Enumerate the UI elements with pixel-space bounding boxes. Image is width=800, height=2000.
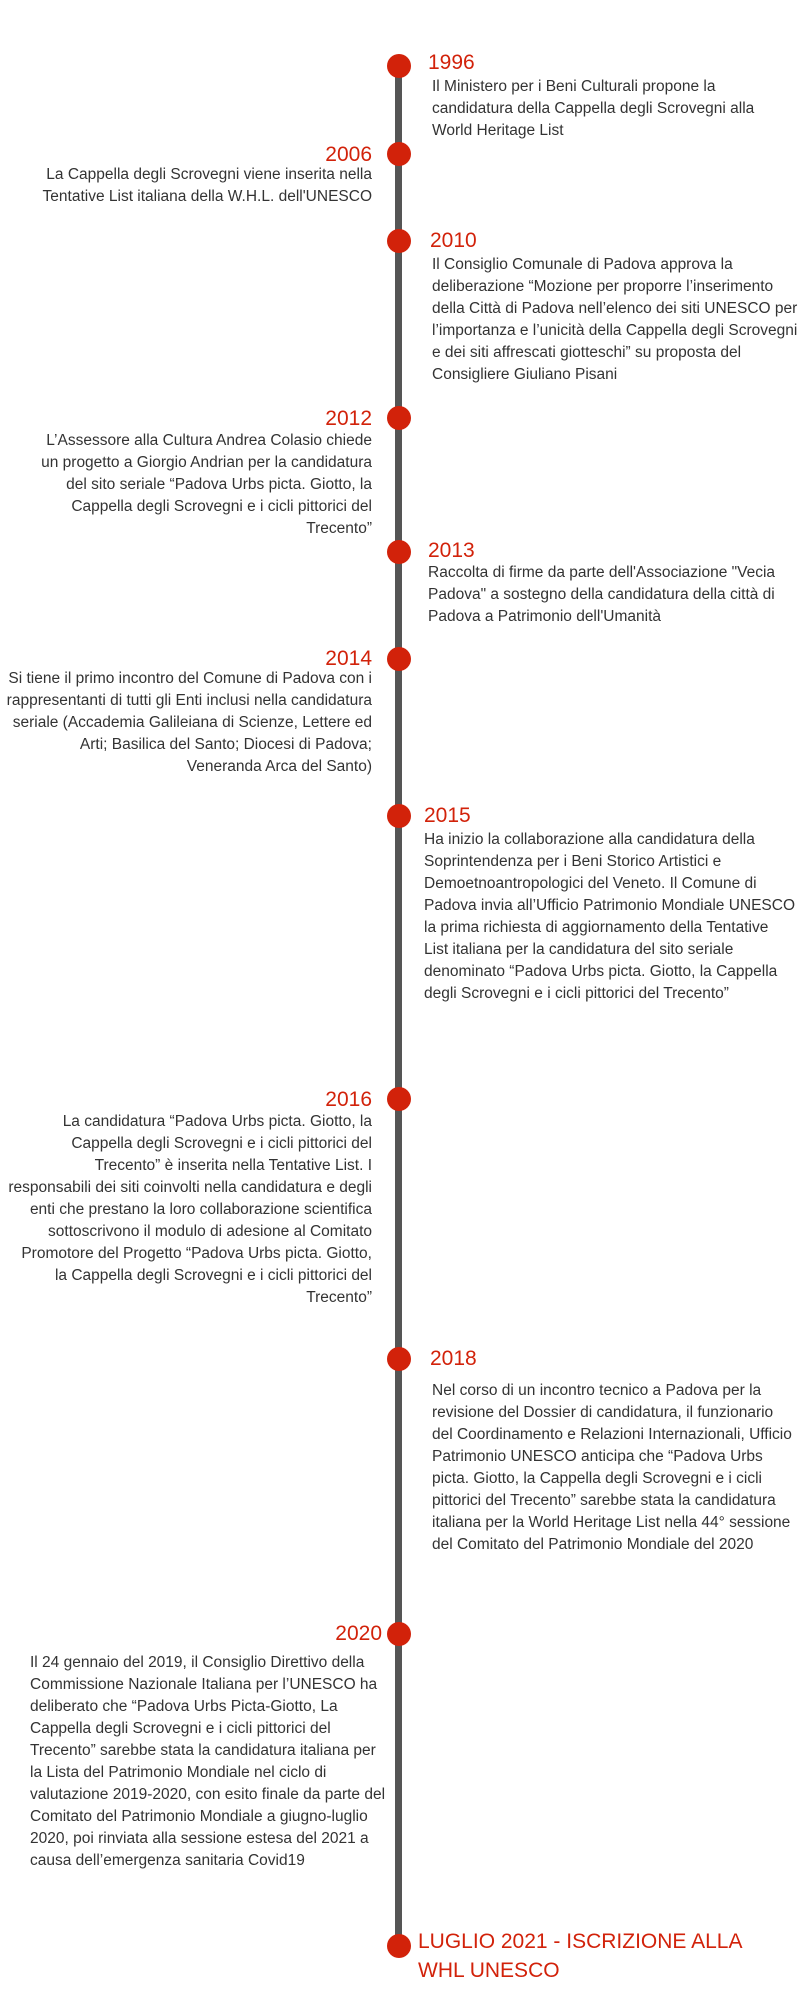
event-text-2010: Il Consiglio Comunale di Padova approva la deliberazione “Mozione per proporre l’inserimento della Città di Padova nell’elenco dei siti UNESCO per l’importanza e l’unicità della Cappella degli Scrovegni e dei siti affrescati giotteschi” su proposta del Consigliere Giuliano Pisani	[432, 256, 798, 383]
event-year-2015: 2015	[424, 804, 471, 827]
event-text-1996: Il Ministero per i Beni Culturali propone la candidatura della Cappella degli Scrovegni alla World Heritage List	[432, 78, 755, 139]
final-milestone-label: LUGLIO 2021 - ISCRIZIONE ALLA WHL UNESCO	[418, 1930, 742, 1982]
event-year-2018: 2018	[430, 1347, 477, 1370]
timeline-dot-final	[387, 1934, 411, 1958]
timeline-axis	[395, 62, 402, 1950]
timeline-dot-2016	[387, 1087, 411, 1111]
event-text-2014: Si tiene il primo incontro del Comune di Padova con i rappresentanti di tutti gli Enti inclusi nella candidatura seriale (Accademia Galileiana di Scienze, Lettere ed Arti; Basilica del Santo; Diocesi di Padova; Veneranda Arca del Santo)	[6, 670, 372, 775]
event-text-2016: La candidatura “Padova Urbs picta. Giotto, la Cappella degli Scrovegni e i cicli pittorici del Trecento” è inserita nella Tentative List. I responsabili dei siti coinvolti nella candidatura e degli enti che prestano la loro collaborazione scientifica sottoscrivono il modulo di adesione al Comitato Promotore del Progetto “Padova Urbs picta. Giotto, la Cappella degli Scrovegni e i cicli pittorici del Trecento”	[8, 1113, 372, 1306]
event-text-2015: Ha inizio la collaborazione alla candidatura della Soprintendenza per i Beni Storico Artistici e Demoetnoantropologici del Veneto. Il Comune di Padova invia all’Ufficio Patrimonio Mondiale UNESCO la prima richiesta di aggiornamento della Tentative List italiana per la candidatura del sito seriale denominato “Padova Urbs picta. Giotto, la Cappella degli Scrovegni e i cicli pittorici del Trecento”	[424, 831, 796, 1002]
timeline-dot-2010	[387, 229, 411, 253]
event-year-2020: 2020	[335, 1622, 382, 1645]
timeline-dot-2006	[387, 142, 411, 166]
event-year-2006: 2006	[325, 143, 372, 166]
event-text-2013: Raccolta di firme da parte dell'Associazione "Vecia Padova" a sostegno della candidatura della città di Padova a Patrimonio dell'Umanità	[428, 564, 776, 625]
timeline-dot-2012	[387, 406, 411, 430]
event-text-2020: Il 24 gennaio del 2019, il Consiglio Direttivo della Commissione Nazionale Italiana per l’UNESCO ha deliberato che “Padova Urbs Picta-Giotto, La Cappella degli Scrovegni e i cicli pittorici del Trecento” sarebbe stata la candidatura italiana per la Lista del Patrimonio Mondiale nel ciclo di valutazione 2019-2020, con esito finale da parte del Comitato del Patrimonio Mondiale a giugno-luglio 2020, poi rinviata alla sessione estesa del 2021 a causa dell’emergenza sanitaria Covid19	[30, 1654, 386, 1869]
timeline-dot-2015	[387, 804, 411, 828]
timeline-dot-2013	[387, 540, 411, 564]
event-text-2012: L’Assessore alla Cultura Andrea Colasio chiede un progetto a Giorgio Andrian per la candidatura del sito seriale “Padova Urbs picta. Giotto, la Cappella degli Scrovegni e i cicli pittorici del Trecento”	[41, 432, 372, 537]
event-text-2018: Nel corso di un incontro tecnico a Padova per la revisione del Dossier di candidatura, il funzionario del Coordinamento e Relazioni Internazionali, Ufficio Patrimonio UNESCO anticipa che “Padova Urbs picta. Giotto, la Cappella degli Scrovegni e i cicli pittorici del Trecento” sarebbe stata la candidatura italiana per la World Heritage List nella 44° sessione del Comitato del Patrimonio Mondiale del 2020	[432, 1382, 792, 1553]
event-text-2006: La Cappella degli Scrovegni viene inserita nella Tentative List italiana della W.H.L. dell'UNESCO	[42, 166, 372, 205]
timeline-dot-1996	[387, 54, 411, 78]
timeline-dot-2014	[387, 647, 411, 671]
event-year-2014: 2014	[325, 647, 372, 670]
event-year-2010: 2010	[430, 229, 477, 252]
timeline-dot-2018	[387, 1347, 411, 1371]
event-year-2016: 2016	[325, 1088, 372, 1111]
timeline-dot-2020	[387, 1622, 411, 1646]
event-year-2013: 2013	[428, 539, 475, 562]
event-year-2012: 2012	[325, 407, 372, 430]
event-year-1996: 1996	[428, 51, 475, 74]
